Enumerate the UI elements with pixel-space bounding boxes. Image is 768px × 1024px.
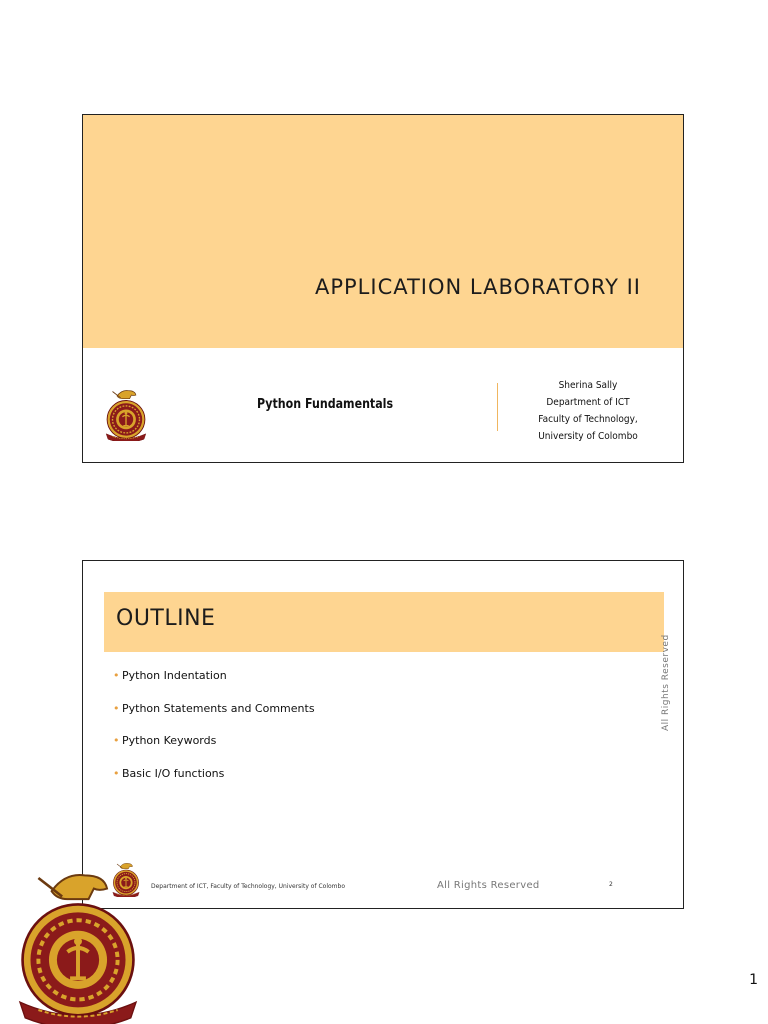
author-block: [521, 377, 656, 445]
author-department: Department of ICT: [546, 397, 630, 408]
side-copyright-text: All Rights Reserved: [661, 634, 671, 731]
slide-number: 2: [609, 881, 613, 888]
university-crest-icon: [103, 387, 149, 441]
vertical-divider: [497, 383, 498, 431]
title-slide: [82, 114, 684, 463]
author-name: Sherina Sally: [558, 380, 618, 391]
presentation-subtitle: Python Fundamentals: [257, 397, 394, 412]
footer-department: Department of ICT, Faculty of Technology, University of Colombo: [151, 883, 346, 890]
list-item: • Python Keywords: [113, 734, 315, 767]
page-number: 1: [749, 972, 758, 988]
university-crest-icon: [12, 864, 144, 1024]
outline-header-bar: [104, 592, 664, 652]
list-item: • Basic I/O functions: [113, 767, 315, 800]
footer-copyright: All Rights Reserved: [437, 880, 540, 891]
list-item: • Python Statements and Comments: [113, 702, 315, 735]
outline-slide: [82, 560, 684, 909]
outline-heading: OUTLINE: [116, 606, 216, 631]
title-banner: [83, 115, 683, 348]
list-item: • Python Indentation: [113, 669, 315, 702]
outline-list: [113, 669, 315, 799]
author-faculty: Faculty of Technology,: [538, 414, 638, 425]
presentation-title: APPLICATION LABORATORY II: [314, 275, 641, 299]
author-university: University of Colombo: [538, 431, 638, 442]
